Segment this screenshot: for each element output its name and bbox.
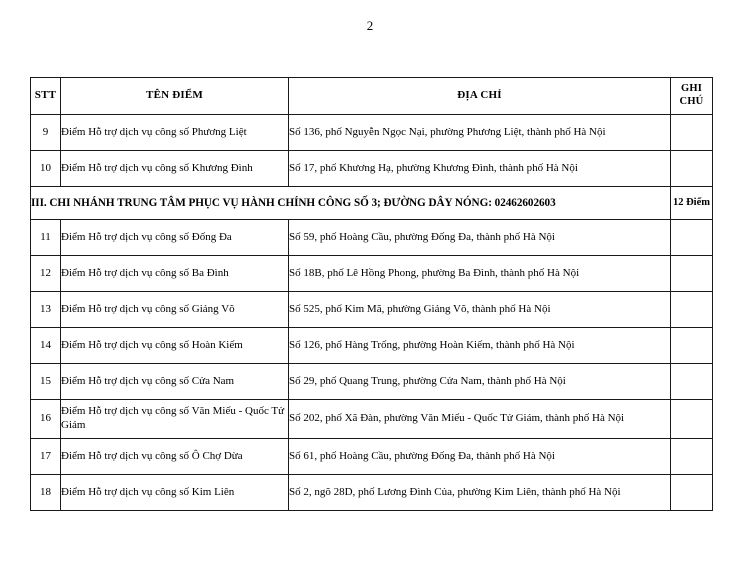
row-note <box>671 220 713 256</box>
row-address: Số 17, phố Khương Hạ, phường Khương Đình, thành phố Hà Nội <box>289 151 671 187</box>
row-address: Số 136, phố Nguyễn Ngọc Nại, phường Phương Liệt, thành phố Hà Nội <box>289 115 671 151</box>
row-note <box>671 292 713 328</box>
table-row <box>31 115 713 151</box>
row-address: Số 18B, phố Lê Hồng Phong, phường Ba Đình, thành phố Hà Nội <box>289 256 671 292</box>
row-note <box>671 475 713 511</box>
row-stt: 17 <box>31 439 61 475</box>
service-points-table <box>30 77 713 511</box>
row-stt: 14 <box>31 328 61 364</box>
row-stt: 10 <box>31 151 61 187</box>
row-name: Điểm Hỗ trợ dịch vụ công số Đống Đa <box>61 220 289 256</box>
row-name: Điểm Hỗ trợ dịch vụ công số Kim Liên <box>61 475 289 511</box>
row-note <box>671 151 713 187</box>
row-stt: 15 <box>31 364 61 400</box>
table-row <box>31 151 713 187</box>
row-note <box>671 400 713 439</box>
table-header-row <box>31 78 713 115</box>
table-row <box>31 475 713 511</box>
row-note <box>671 328 713 364</box>
row-name: Điểm Hỗ trợ dịch vụ công số Giảng Võ <box>61 292 289 328</box>
row-stt: 18 <box>31 475 61 511</box>
header-cell-name: TÊN ĐIỂM <box>61 78 289 115</box>
page-number: 2 <box>366 18 374 33</box>
row-note <box>671 439 713 475</box>
row-address: Số 525, phố Kim Mã, phường Giảng Võ, thành phố Hà Nội <box>289 292 671 328</box>
row-name: Điểm Hỗ trợ dịch vụ công số Ô Chợ Dừa <box>61 439 289 475</box>
table-row <box>31 439 713 475</box>
row-name: Điểm Hỗ trợ dịch vụ công số Văn Miếu - Quốc Tử Giám <box>61 400 289 439</box>
row-address: Số 2, ngõ 28D, phố Lương Đình Của, phường Kim Liên, thành phố Hà Nội <box>289 475 671 511</box>
row-note <box>671 364 713 400</box>
row-address: Số 126, phố Hàng Trống, phường Hoàn Kiếm, thành phố Hà Nội <box>289 328 671 364</box>
header-note-line-1: GHI <box>680 83 703 95</box>
row-stt: 12 <box>31 256 61 292</box>
row-stt: 13 <box>31 292 61 328</box>
row-name: Điểm Hỗ trợ dịch vụ công số Phương Liệt <box>61 115 289 151</box>
row-name: Điểm Hỗ trợ dịch vụ công số Cửa Nam <box>61 364 289 400</box>
row-address: Số 59, phố Hoàng Cầu, phường Đống Đa, thành phố Hà Nội <box>289 220 671 256</box>
section-title: III. CHI NHÁNH TRUNG TÂM PHỤC VỤ HÀNH CHÍNH CÔNG SỐ 3; ĐƯỜNG DÂY NÓNG: 02462602603 <box>31 187 671 220</box>
table-row <box>31 328 713 364</box>
row-address: Số 202, phố Xã Đàn, phường Văn Miếu - Quốc Tử Giám, thành phố Hà Nội <box>289 400 671 439</box>
table-row <box>31 256 713 292</box>
service-points-table-container <box>30 77 712 511</box>
table-row <box>31 364 713 400</box>
row-stt: 11 <box>31 220 61 256</box>
row-name: Điểm Hỗ trợ dịch vụ công số Hoàn Kiếm <box>61 328 289 364</box>
table-row <box>31 292 713 328</box>
table-row <box>31 400 713 439</box>
row-note <box>671 115 713 151</box>
table-row <box>31 220 713 256</box>
header-cell-stt: STT <box>31 78 61 115</box>
header-cell-address: ĐỊA CHỈ <box>289 78 671 115</box>
row-note <box>671 256 713 292</box>
header-note-line-2: CHÚ <box>679 96 704 107</box>
row-stt: 9 <box>31 115 61 151</box>
row-address: Số 29, phố Quang Trung, phường Cửa Nam, thành phố Hà Nội <box>289 364 671 400</box>
table-section-row <box>31 187 713 220</box>
section-note: 12 Điểm <box>671 187 713 220</box>
row-stt: 16 <box>31 400 61 439</box>
row-name: Điểm Hỗ trợ dịch vụ công số Khương Đình <box>61 151 289 187</box>
header-cell-note <box>671 78 713 115</box>
row-name: Điểm Hỗ trợ dịch vụ công số Ba Đình <box>61 256 289 292</box>
row-address: Số 61, phố Hoàng Cầu, phường Đống Đa, thành phố Hà Nội <box>289 439 671 475</box>
